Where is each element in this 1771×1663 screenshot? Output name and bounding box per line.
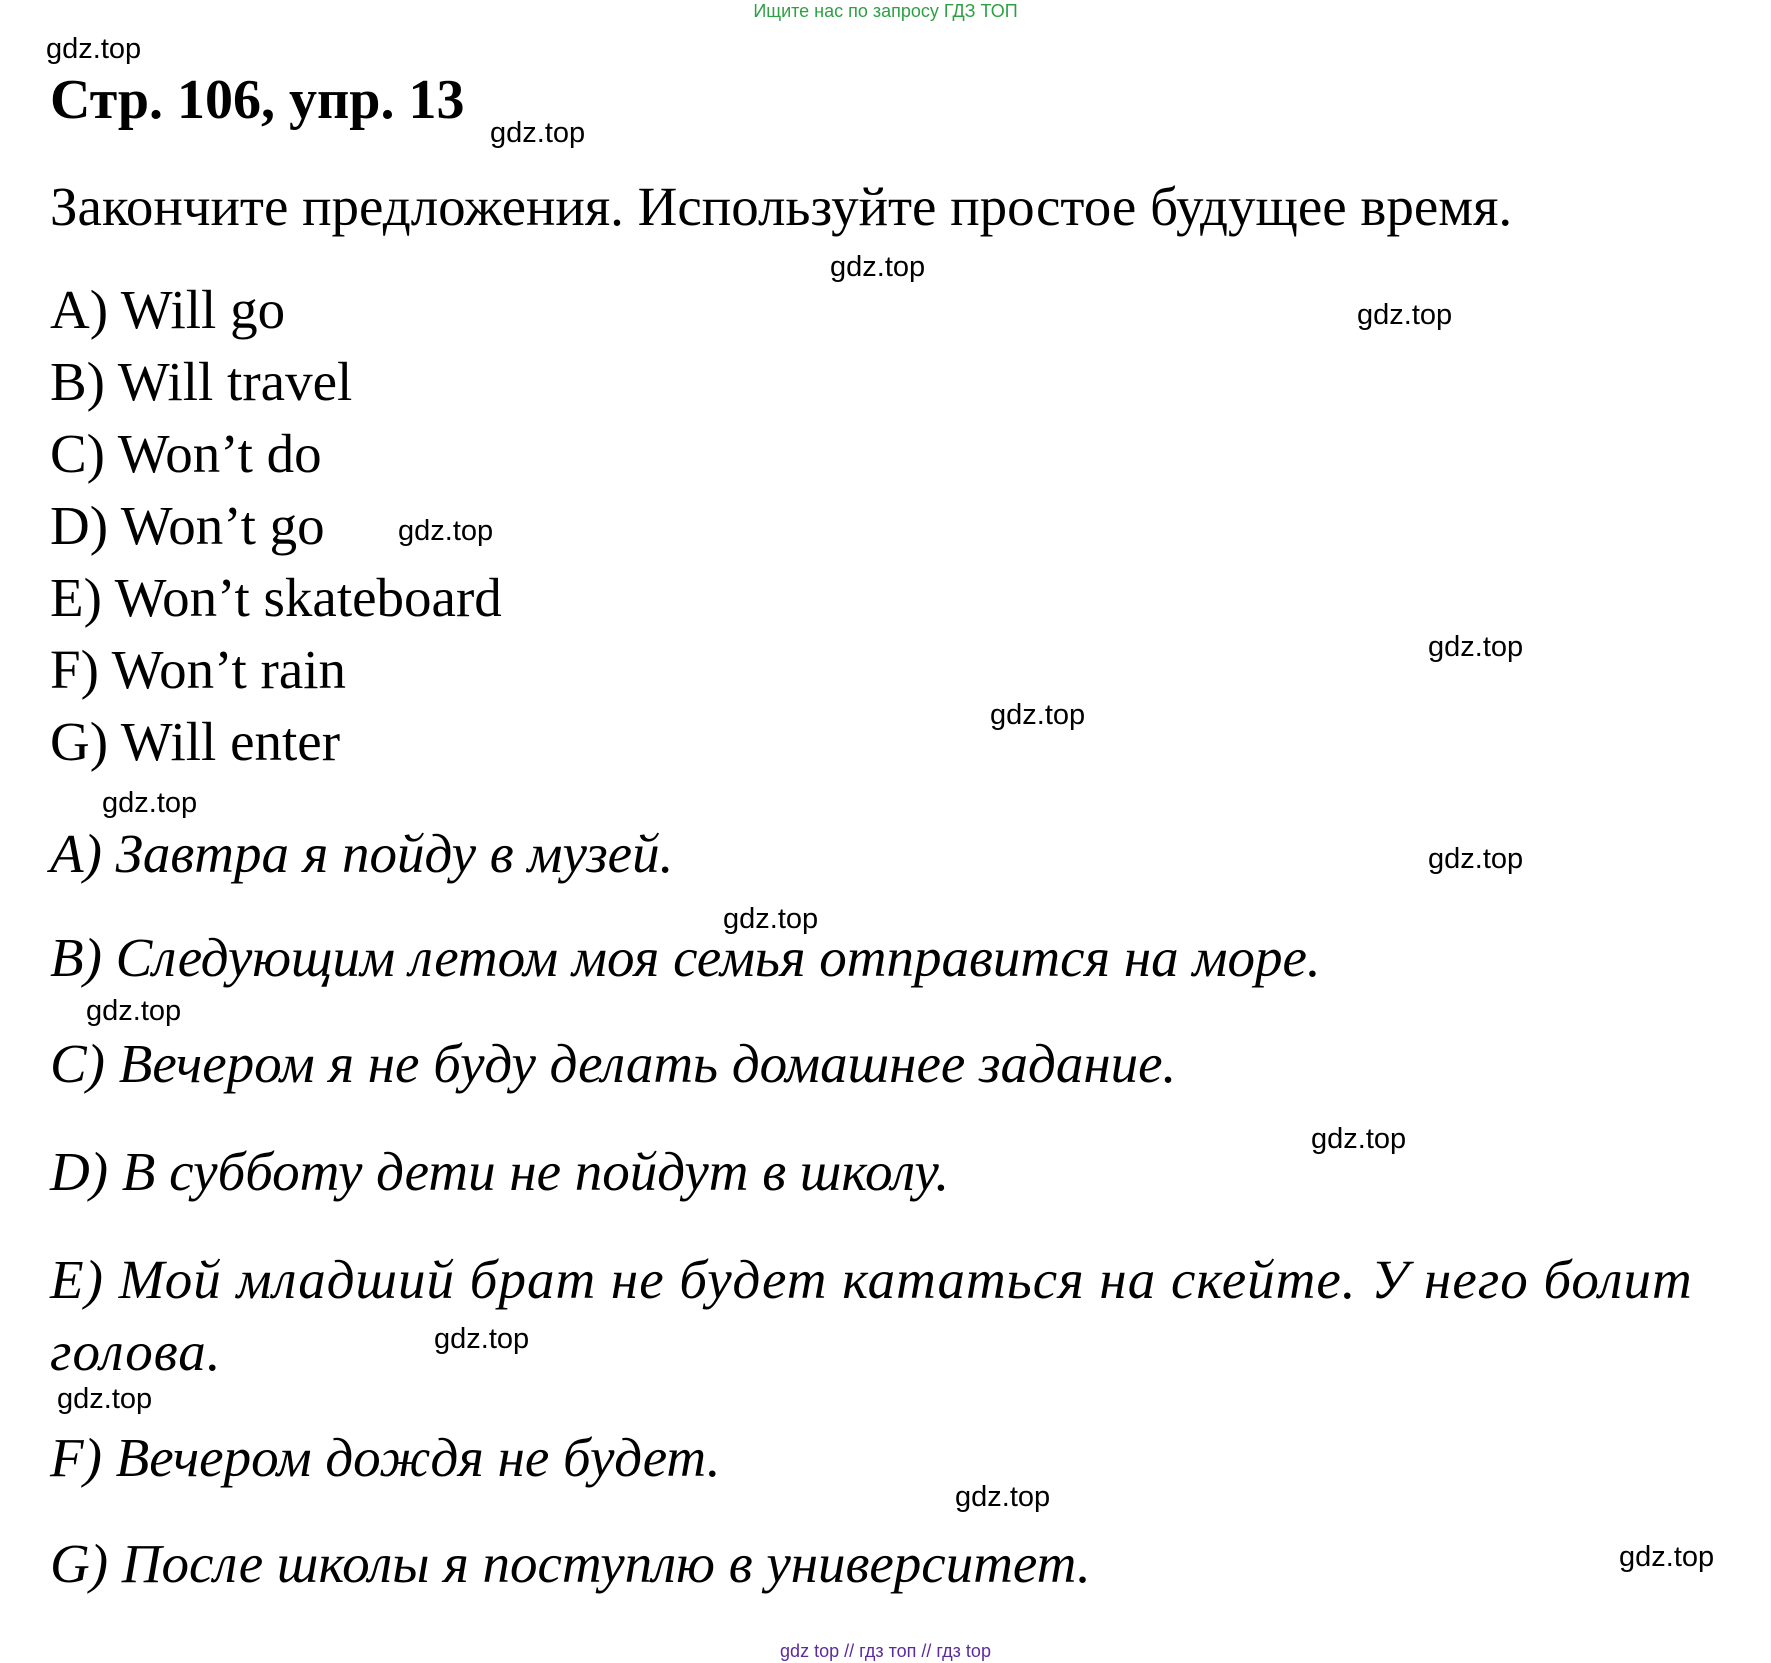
watermark: gdz.top bbox=[1311, 1123, 1407, 1155]
watermark: gdz.top bbox=[1428, 631, 1524, 663]
watermark: gdz.top bbox=[990, 699, 1086, 731]
translation-a: A) Завтра я пойду в музей. bbox=[50, 823, 674, 884]
watermark: gdz.top bbox=[830, 251, 926, 283]
translation-e: E) Мой младший брат не будет кататься на скейте. У него болит голова. bbox=[50, 1249, 1693, 1382]
watermark: gdz.top bbox=[57, 1383, 153, 1415]
answer-d: D) Won’t go bbox=[50, 495, 325, 556]
answer-g: G) Will enter bbox=[50, 711, 341, 772]
watermark: gdz.top bbox=[434, 1323, 530, 1355]
watermark: gdz.top bbox=[1619, 1541, 1715, 1573]
translation-g: G) После школы я поступлю в университет. bbox=[50, 1533, 1091, 1594]
translation-d: D) В субботу дети не пойдут в школу. bbox=[50, 1141, 950, 1202]
answer-e: E) Won’t skateboard bbox=[50, 567, 502, 628]
watermark: gdz.top bbox=[490, 117, 586, 149]
watermark: gdz.top bbox=[86, 995, 182, 1027]
watermark: gdz.top bbox=[723, 903, 819, 935]
footer-links: gdz top // гдз топ // гдз top bbox=[780, 1641, 991, 1661]
watermark: gdz.top bbox=[1357, 299, 1453, 331]
translation-b: B) Следующим летом моя семья отправится на море. bbox=[50, 927, 1321, 988]
answer-a: A) Will go bbox=[50, 279, 286, 340]
watermark: gdz.top bbox=[1428, 843, 1524, 875]
watermark: gdz.top bbox=[102, 787, 198, 819]
top-banner: Ищите нас по запросу ГДЗ ТОП bbox=[753, 1, 1018, 21]
page-title: Стр. 106, упр. 13 bbox=[50, 69, 465, 131]
exercise-instruction: Закончите предложения. Используйте простое будущее время. bbox=[50, 176, 1513, 237]
answer-c: C) Won’t do bbox=[50, 423, 322, 484]
answer-b: B) Will travel bbox=[50, 351, 353, 412]
watermark: gdz.top bbox=[955, 1481, 1051, 1513]
watermark: gdz.top bbox=[46, 33, 142, 65]
translation-f: F) Вечером дождя не будет. bbox=[50, 1427, 721, 1488]
translation-c: C) Вечером я не буду делать домашнее задание. bbox=[50, 1033, 1177, 1094]
watermark: gdz.top bbox=[398, 515, 494, 547]
answer-f: F) Won’t rain bbox=[50, 639, 347, 700]
